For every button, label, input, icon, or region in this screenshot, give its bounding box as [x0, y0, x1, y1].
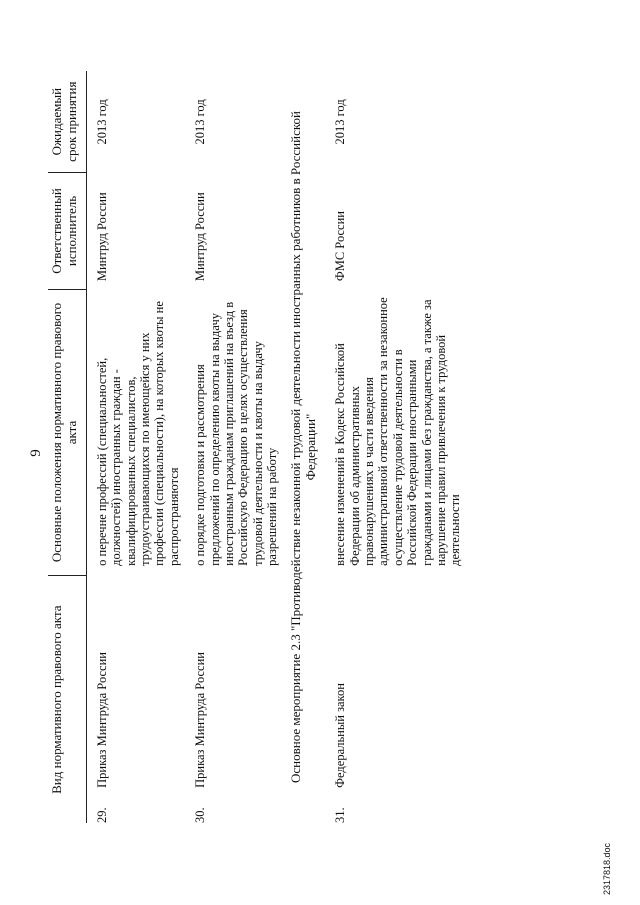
act-terms: 2013 год — [333, 99, 348, 145]
header-act-type: Вид нормативного правового акта — [48, 576, 86, 823]
act-executor: ФМС России — [333, 211, 348, 282]
row-number: 30. — [193, 807, 208, 823]
section-heading: Основное мероприятие 2.3 "Противодействие незаконной трудовой деятельности иностранных работников в Российской Федерации" — [288, 111, 319, 783]
legal-acts-table — [48, 71, 467, 823]
act-terms: 2013 год — [94, 99, 109, 145]
row-number: 31. — [333, 807, 348, 823]
table-row — [86, 71, 185, 823]
act-provisions: внесение изменений в Кодекс Российской Федерации об административных правонарушениях в части введения административной ответственности за незаконное осуществление трудовой деятельности в Российской Федерации иностранными гражданами и лицами без гражданства, а также за нарушение правил привлечения к трудовой деятельности — [333, 297, 463, 566]
table-row — [325, 71, 466, 823]
act-executor: Минтруд России — [94, 192, 109, 282]
header-terms: Ожидаемый срок принятия — [49, 81, 79, 162]
act-executor: Минтруд России — [193, 192, 208, 282]
header-executor: Ответственный исполнитель — [48, 173, 86, 289]
table-row — [185, 71, 283, 823]
page-number: 9 — [28, 449, 44, 457]
section-heading-row — [283, 71, 325, 823]
act-terms: 2013 год — [193, 99, 208, 145]
row-number: 29. — [94, 807, 109, 823]
act-type: Федеральный закон — [333, 683, 348, 788]
act-provisions: о перечне профессий (специальностей, должностей) иностранных граждан - квалифицированных специалистов, трудоустраивающихся по имеющейся у них профессии (специальности), на которых квоты не распространяются — [94, 301, 181, 566]
header-provisions: Основные положения нормативного правового акта — [48, 289, 86, 576]
act-provisions: о порядке подготовки и рассмотрения предложений по определению квоты на выдачу иностранным гражданам приглашений на въезд в Российскую Федерацию в целях осуществления трудовой деятельности и квоты на выдачу разрешений на работу — [193, 301, 279, 566]
act-type: Приказ Минтруда России — [193, 652, 208, 788]
table-header-row — [48, 71, 86, 823]
act-type: Приказ Минтруда России — [94, 652, 109, 788]
document-id: 2317818.doc — [602, 842, 612, 895]
